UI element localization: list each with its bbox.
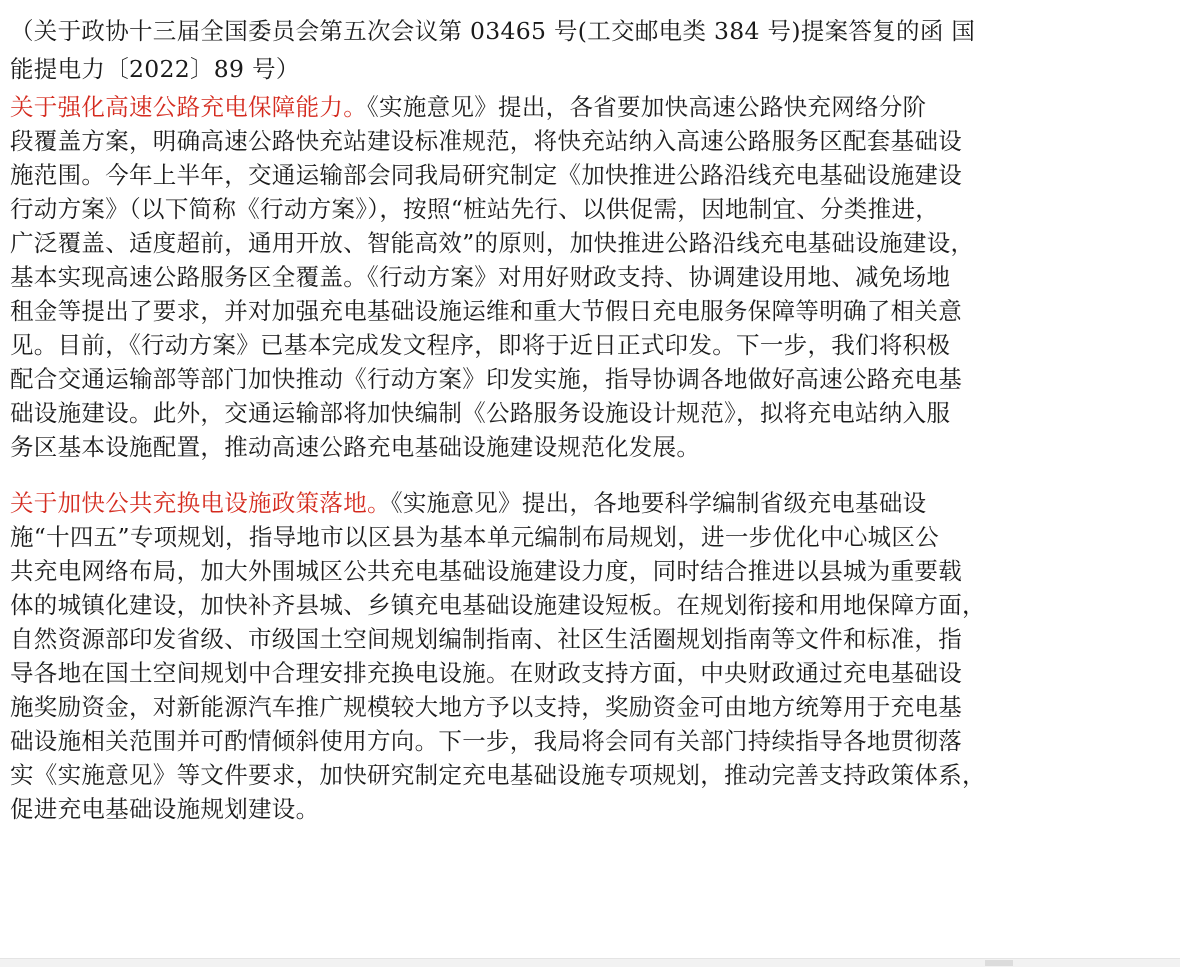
reference-citation <box>10 12 1175 88</box>
paragraph-text: 《实施意见》提出，各地要科学编制省级充电基础设 <box>390 489 927 517</box>
paragraph-line: 施范围。今年上半年，交通运输部会同我局研究制定《加快推进公路沿线充电基础设施建设 <box>10 161 962 189</box>
reference-line: （关于政协十三届全国委员会第五次会议第 03465 号(工交邮电类 384 号)提案答复的函 国 <box>10 17 976 45</box>
reference-line: 能提电力〔2022〕89 号） <box>10 55 300 83</box>
paragraph-line: 见。目前，《行动方案》已基本完成发文程序，即将于近日正式印发。下一步，我们将积极 <box>10 331 951 359</box>
scrollbar-thumb[interactable] <box>985 960 1013 966</box>
paragraph-text: 《实施意见》提出，各省要加快高速公路快充网络分阶 <box>367 93 927 121</box>
paragraph-line: 自然资源部印发省级、市级国土空间规划编制指南、社区生活圈规划指南等文件和标准，指 <box>10 625 962 653</box>
paragraph-line: 基本实现高速公路服务区全覆盖。《行动方案》对用好财政支持、协调建设用地、减免场地 <box>10 263 951 291</box>
paragraph-heading: 关于强化高速公路充电保障能力。 <box>10 93 367 121</box>
paragraph-line: 行动方案》（以下简称《行动方案》），按照“桩站先行、以供促需，因地制宜、分类推进， <box>10 195 940 223</box>
paragraph-line: 施“十四五”专项规划，指导地市以区县为基本单元编制布局规划，进一步优化中心城区公 <box>10 523 940 551</box>
paragraph-line: 配合交通运输部等部门加快推动《行动方案》印发实施，指导协调各地做好高速公路充电基 <box>10 365 962 393</box>
document-body <box>10 12 1175 826</box>
paragraph-public-charging <box>10 486 1175 826</box>
paragraph-line: 础设施相关范围并可酌情倾斜使用方向。下一步，我局将会同有关部门持续指导各地贯彻落 <box>10 727 962 755</box>
paragraph-line: 务区基本设施配置，推动高速公路充电基础设施建设规范化发展。 <box>10 433 701 461</box>
paragraph-heading: 关于加快公共充换电设施政策落地。 <box>10 489 391 517</box>
paragraph-line: 促进充电基础设施规划建设。 <box>10 795 320 823</box>
paragraph-line: 广泛覆盖、适度超前，通用开放、智能高效”的原则，加快推进公路沿线充电基础设施建设， <box>10 229 975 257</box>
paragraph-highway-charging <box>10 90 1175 464</box>
paragraph-line: 施奖励资金，对新能源汽车推广规模较大地方予以支持，奖励资金可由地方统筹用于充电基 <box>10 693 962 721</box>
paragraph-line: 实《实施意见》等文件要求，加快研究制定充电基础设施专项规划，推动完善支持政策体系， <box>10 761 986 789</box>
paragraph-line: 导各地在国土空间规划中合理安排充换电设施。在财政支持方面，中央财政通过充电基础设 <box>10 659 962 687</box>
paragraph-line: 段覆盖方案，明确高速公路快充站建设标准规范，将快充站纳入高速公路服务区配套基础设 <box>10 127 962 155</box>
paragraph-line: 租金等提出了要求，并对加强充电基础设施运维和重大节假日充电服务保障等明确了相关意 <box>10 297 962 325</box>
paragraph-first-line <box>10 90 1175 124</box>
paragraph-line: 体的城镇化建设，加快补齐县城、乡镇充电基础设施建设短板。在规划衔接和用地保障方面， <box>10 591 986 619</box>
paragraph-line: 础设施建设。此外，交通运输部将加快编制《公路服务设施设计规范》，拟将充电站纳入服 <box>10 399 951 427</box>
paragraph-first-line <box>10 486 1175 520</box>
paragraph-line: 共充电网络布局，加大外围城区公共充电基础设施建设力度，同时结合推进以县城为重要载 <box>10 557 962 585</box>
